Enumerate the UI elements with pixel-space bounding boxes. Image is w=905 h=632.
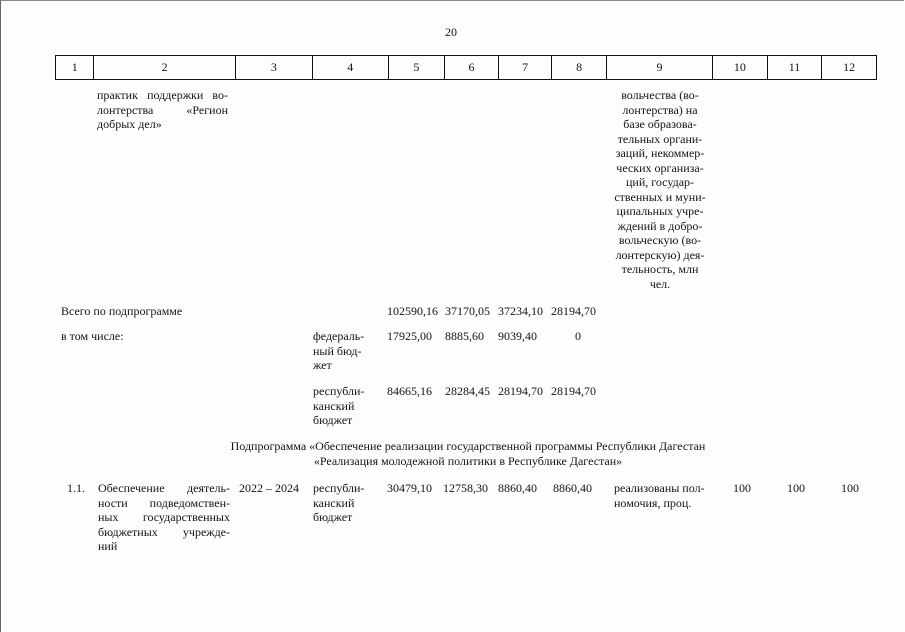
- federal-value: 9039,40: [498, 329, 537, 343]
- source-line: канский: [313, 495, 355, 510]
- row-target: 100: [733, 481, 751, 495]
- column-number: 2: [94, 56, 236, 80]
- row-indicator: [614, 481, 705, 510]
- row-value: 8860,40: [553, 481, 592, 495]
- measure-name-line: практик поддержки во-: [97, 88, 228, 102]
- row-funding-source: [313, 481, 364, 525]
- row-number: 1.1.: [67, 481, 85, 495]
- source-line: республи-: [313, 481, 365, 495]
- source-line: канский: [313, 398, 355, 413]
- row-name-line: ний: [98, 539, 118, 553]
- indicator-line: вольчества (во-: [621, 88, 699, 102]
- row-name-line: ности подведомствен-: [98, 495, 230, 510]
- indicator-line: ственных и муни-: [614, 189, 706, 204]
- indicator-line: ций, государ-: [625, 175, 695, 189]
- indicator-line: вольческую (во-: [618, 233, 702, 247]
- indicator-line: базе образова-: [623, 117, 697, 131]
- republican-value: 84665,16: [387, 384, 432, 398]
- row-name-line: бюджетных учрежде-: [98, 524, 230, 539]
- continued-measure-name: [97, 88, 228, 132]
- totals-label: Всего по подпрограмме: [61, 304, 183, 318]
- subprogram-title: [150, 439, 786, 468]
- including-label: в том числе:: [61, 329, 124, 343]
- indicator-line: ждений в добро-: [617, 218, 703, 233]
- indicator-line: заций, некоммер-: [615, 146, 705, 160]
- column-number: 11: [767, 56, 822, 80]
- column-number: 7: [498, 56, 552, 80]
- republican-budget-source: [313, 384, 364, 428]
- row-target: 100: [841, 481, 859, 495]
- totals-value: 28194,70: [551, 304, 596, 318]
- republican-value: 28194,70: [551, 384, 596, 398]
- continued-indicator-text: [605, 88, 715, 291]
- republican-value: 28284,45: [445, 384, 490, 398]
- column-number: 12: [822, 56, 877, 80]
- indicator-line: ческих организа-: [616, 160, 704, 175]
- source-line: бюджет: [313, 510, 353, 524]
- page-number: 20: [445, 25, 457, 39]
- source-line: жет: [313, 358, 332, 372]
- subprogram-title-line: «Реализация молодежной политики в Республике Дагестан»: [313, 453, 623, 468]
- column-number: 3: [235, 56, 312, 80]
- federal-value: 8885,60: [445, 329, 484, 343]
- federal-budget-source: [313, 329, 364, 373]
- column-number: 9: [606, 56, 712, 80]
- indicator-line: чел.: [649, 276, 671, 291]
- column-number: 4: [312, 56, 388, 80]
- row-target: 100: [787, 481, 805, 495]
- source-line: бюджет: [313, 413, 353, 427]
- federal-value: 0: [575, 329, 581, 343]
- row-value: 8860,40: [498, 481, 537, 495]
- measure-name-line: добрых дел»: [97, 117, 162, 131]
- indicator-line: тельных органи-: [617, 131, 703, 146]
- source-line: федераль-: [313, 329, 365, 343]
- column-number: 5: [388, 56, 445, 80]
- row-value: 30479,10: [387, 481, 432, 495]
- federal-value: 17925,00: [387, 329, 432, 343]
- row-1-1-name: [98, 481, 230, 554]
- column-number: 1: [56, 56, 94, 80]
- totals-value: 37170,05: [445, 304, 490, 318]
- indicator-line: ципальных учре-: [616, 204, 704, 218]
- measure-name-line: лонтерства «Регион: [97, 102, 228, 117]
- totals-value: 37234,10: [498, 304, 543, 318]
- indicator-line: реализованы пол-: [614, 481, 705, 495]
- column-number: 10: [713, 56, 768, 80]
- indicator-line: лонтерства) на: [622, 102, 698, 117]
- subprogram-title-line: Подпрограмма «Обеспечение реализации государственной программы Республики Дагестан: [230, 439, 706, 453]
- row-period: 2022 – 2024: [239, 481, 299, 495]
- column-number: 8: [552, 56, 607, 80]
- republican-value: 28194,70: [498, 384, 543, 398]
- totals-value: 102590,16: [387, 304, 438, 318]
- row-name-line: ных государственных: [98, 510, 230, 524]
- column-number: 6: [445, 56, 499, 80]
- indicator-line: лонтерскую) дея-: [615, 247, 705, 262]
- column-number-header: [55, 55, 877, 80]
- source-line: ный бюд-: [313, 343, 362, 358]
- indicator-line: тельность, млн: [621, 262, 699, 276]
- source-line: республи-: [313, 384, 365, 398]
- indicator-line: номочия, проц.: [614, 495, 692, 510]
- row-name-line: Обеспечение деятель-: [98, 481, 230, 495]
- row-value: 12758,30: [443, 481, 488, 495]
